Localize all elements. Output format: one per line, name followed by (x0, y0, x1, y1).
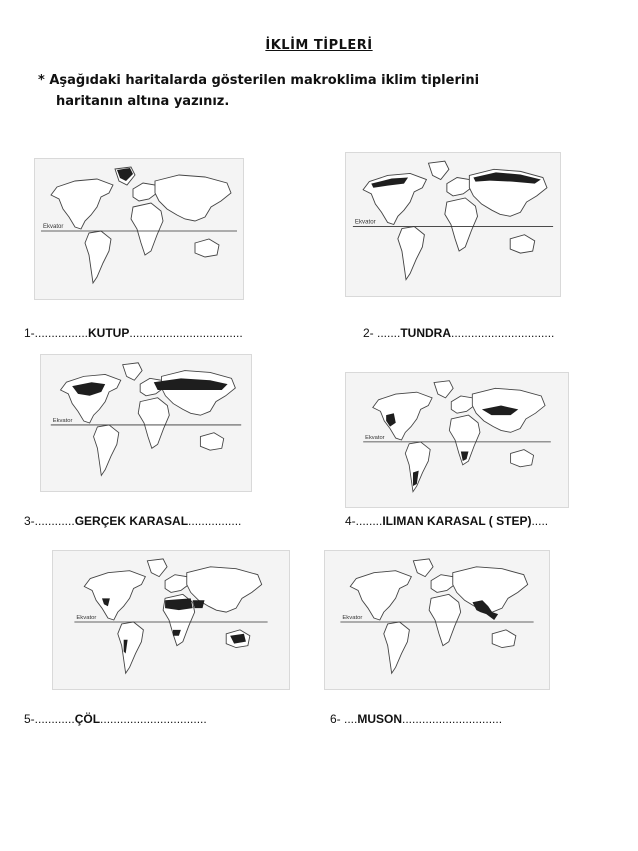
equator-label: Ekvator (342, 615, 363, 622)
caption-6 (330, 712, 502, 726)
equator-label: Ekvator (52, 418, 73, 425)
africa-outline (445, 198, 478, 251)
africa-outline (138, 398, 169, 449)
south-america-outline (384, 622, 410, 673)
caption-2-answer: TUNDRA (400, 326, 452, 340)
greenland-outline (147, 559, 167, 577)
asia-outline (162, 371, 236, 416)
caption-2-prefix: 2- ....... (363, 326, 401, 340)
greenland-outline (413, 559, 433, 577)
greenland-outline (123, 363, 142, 380)
equator-label: Ekvator (354, 218, 376, 226)
map-6 (324, 550, 550, 690)
asia-outline (453, 567, 528, 612)
caption-5 (24, 712, 207, 726)
caption-5-answer: ÇÖL (74, 712, 101, 726)
australia-outline (492, 630, 516, 648)
greenland-outline (434, 381, 453, 398)
instruction-line-1: * Aşağıdaki haritalarda gösterilen makroklima iklim tiplerini (38, 73, 480, 88)
north-america-outline (84, 571, 145, 620)
caption-4-answer: ILIMAN KARASAL ( STEP) (382, 514, 532, 528)
north-america-outline (61, 374, 121, 423)
caption-2-suffix: ............................... (451, 326, 555, 340)
caption-5-prefix: 5-............ (24, 712, 75, 726)
world-map-1 (35, 159, 243, 299)
map-1 (34, 158, 244, 300)
page-title: İKLİM TİPLERİ (265, 38, 373, 53)
caption-6-answer: MUSON (357, 712, 403, 726)
map-5 (52, 550, 290, 690)
instruction-line-2: haritanın altına yazınız. (56, 94, 230, 109)
europe-outline (133, 183, 157, 201)
africa-outline (429, 594, 461, 645)
africa-outline (131, 203, 163, 255)
instruction-text (38, 70, 578, 112)
caption-4 (345, 514, 548, 528)
north-america-outline (51, 179, 113, 229)
map-2 (345, 152, 561, 297)
caption-3-suffix: ................ (188, 514, 242, 528)
map-4 (345, 372, 569, 508)
europe-outline (431, 575, 455, 593)
caption-4-prefix: 4-........ (345, 514, 383, 528)
south-america-outline (118, 622, 144, 673)
australia-outline (510, 235, 535, 253)
world-map-6 (325, 551, 549, 689)
caption-6-prefix: 6- .... (330, 712, 358, 726)
europe-outline (165, 575, 189, 593)
caption-4-suffix: ..... (531, 514, 549, 528)
europe-outline (447, 178, 472, 196)
australia-outline (511, 450, 534, 467)
south-america-outline (398, 227, 425, 280)
caption-1-suffix: .................................. (129, 326, 243, 340)
north-america-outline (373, 392, 432, 440)
australia-outline (195, 239, 219, 257)
world-map-4 (346, 373, 568, 507)
climate-region-arabia (193, 600, 205, 608)
world-map-5 (53, 551, 289, 689)
caption-6-suffix: .............................. (402, 712, 503, 726)
world-map-3 (41, 355, 251, 491)
caption-5-suffix: ................................ (100, 712, 207, 726)
caption-3 (24, 514, 241, 528)
caption-2 (363, 326, 554, 340)
south-america-outline (405, 442, 430, 492)
caption-1 (24, 326, 243, 340)
greenland-outline (428, 161, 448, 179)
asia-outline (155, 175, 231, 221)
equator-label: Ekvator (43, 224, 64, 230)
europe-outline (451, 396, 474, 413)
caption-3-answer: GERÇEK KARASAL (74, 514, 189, 528)
world-map-2 (346, 153, 560, 296)
climate-region-sahara (165, 598, 193, 610)
caption-1-prefix: 1-................ (24, 326, 89, 340)
north-america-outline (350, 571, 411, 620)
equator-label: Ekvator (76, 615, 97, 622)
caption-1-answer: KUTUP (88, 326, 130, 340)
equator-label: Ekvator (365, 435, 385, 442)
australia-outline (200, 433, 223, 450)
map-3 (40, 354, 252, 492)
south-america-outline (85, 231, 111, 283)
south-america-outline (94, 425, 119, 476)
caption-3-prefix: 3-............ (24, 514, 75, 528)
